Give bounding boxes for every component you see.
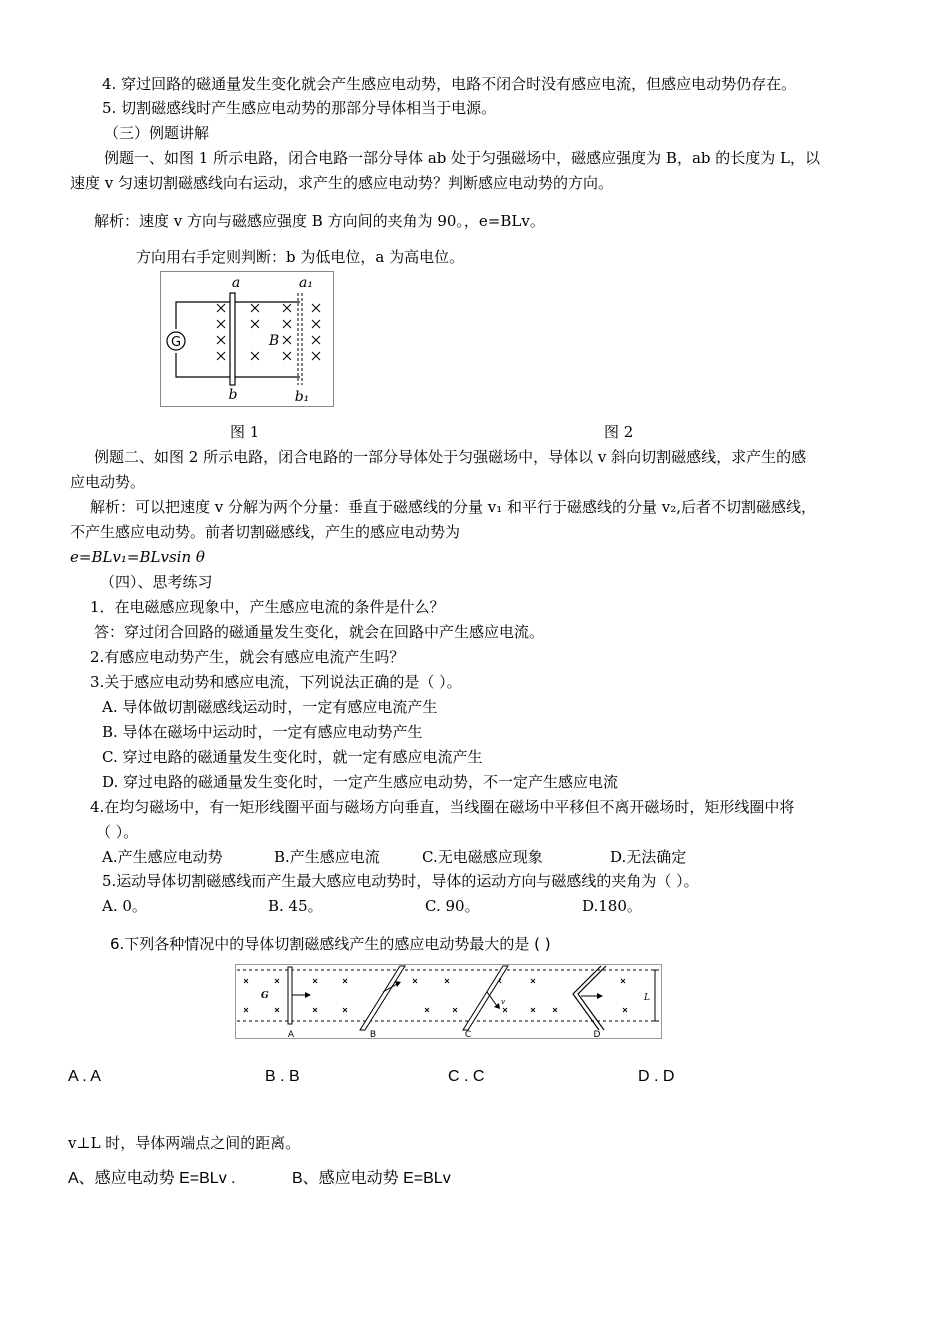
example-2-solution-1: 解析：可以把速度 v 分解为两个分量：垂直于磁感线的分量 v₁ 和平行于磁感线的分量 v₂,后者不切割磁感线，	[90, 498, 817, 516]
question-3-option-d: D. 穿过电路的磁通量发生变化时，一定产生感应电动势，不一定产生感应电流	[102, 773, 619, 791]
figure-1-caption: 图 1	[230, 423, 260, 441]
final-option-b: B、感应电动势 E=BLv	[292, 1170, 451, 1187]
example-1-line-2: 速度 v 匀速切割磁感线向右运动，求产生的感应电动势？判断感应电动势的方向。	[70, 174, 614, 192]
fig6-label-G: G	[261, 991, 269, 1001]
question-5-option-c: C. 90。	[425, 897, 480, 915]
question-5-option-d: D.180。	[582, 897, 642, 915]
fig6-case-b-label: B	[369, 1030, 377, 1040]
question-5-option-b: B. 45。	[268, 897, 323, 915]
example-2-line-2: 应电动势。	[70, 473, 146, 491]
question-6-option-d: D . D	[638, 1068, 675, 1085]
question-6-option-c: C . C	[448, 1068, 485, 1085]
example-1-line-1: 例题一、如图 1 所示电路，闭合电路一部分导体 ab 处于匀强磁场中，磁感应强度为 B，ab 的长度为 L，以	[104, 149, 820, 167]
field-label-b: B	[268, 333, 280, 349]
question-4-blank: （ ）。	[96, 823, 139, 841]
example-1-direction: 方向用右手定则判断：b 为低电位，a 为高电位。	[136, 248, 465, 266]
fig6-label-v: v	[501, 998, 505, 1006]
figure-6-cases	[235, 964, 663, 1041]
question-6-option-b: B . B	[265, 1068, 300, 1085]
question-4-option-c: C.无电磁感应现象	[422, 848, 543, 866]
answer-1: 答：穿过闭合回路的磁通量发生变化，就会在回路中产生感应电流。	[94, 623, 545, 641]
fig6-case-d-label: D	[593, 1030, 601, 1040]
question-4: 4.在均匀磁场中，有一矩形线圈平面与磁场方向垂直，当线圈在磁场中平移但不离开磁场时，矩形线圈中将	[90, 798, 795, 816]
fig6-case-c-label: C	[464, 1030, 472, 1040]
question-5-option-a: A. 0。	[102, 897, 147, 915]
question-3-option-b: B. 导体在磁场中运动时，一定有感应电动势产生	[102, 723, 423, 741]
example-2-formula: e=BLv₁=BLvsin θ	[70, 548, 205, 566]
example-1-solution: 解析：速度 v 方向与磁感应强度 B 方向间的夹角为 90。，e=BLv。	[94, 212, 545, 230]
section-heading-exercises: （四）、思考练习	[100, 573, 213, 591]
fig6-label-L: L	[644, 993, 650, 1003]
section-heading-examples: （三）例题讲解	[104, 124, 210, 142]
figure-1-circuit	[160, 271, 335, 408]
question-2: 2.有感应电动势产生，就会有感应电流产生吗？	[90, 648, 405, 666]
galvanometer-label: G	[170, 335, 182, 350]
question-5: 5.运动导体切割磁感线而产生最大感应电动势时，导体的运动方向与磁感线的夹角为（ ）。	[102, 872, 699, 890]
note-line: v⊥L 时，导体两端点之间的距离。	[68, 1134, 301, 1152]
fig6-case-a-label: A	[287, 1030, 295, 1040]
label-b1: b₁	[294, 389, 310, 405]
question-3-option-c: C. 穿过电路的磁通量发生变化时，就一定有感应电流产生	[102, 748, 483, 766]
example-2-line-1: 例题二、如图 2 所示电路，闭合电路的一部分导体处于匀强磁场中，导体以 v 斜向切割磁感线，求产生的感	[94, 448, 807, 466]
question-4-option-a: A.产生感应电动势	[102, 848, 223, 866]
figure-2-caption: 图 2	[604, 423, 634, 441]
point-5: 5. 切割磁感线时产生感应电动势的那部分导体相当于电源。	[102, 99, 497, 117]
label-a: a	[231, 275, 241, 291]
question-4-option-b: B.产生感应电流	[274, 848, 380, 866]
point-4: 4. 穿过回路的磁通量发生变化就会产生感应电动势，电路不闭合时没有感应电流，但感应电动势仍存在。	[102, 75, 797, 93]
label-a1: a₁	[299, 275, 313, 291]
question-6-option-a: A . A	[68, 1068, 101, 1085]
question-6: 6.下列各种情况中的导体切割磁感线产生的感应电动势最大的是 ( )	[110, 935, 551, 953]
final-option-a: A、感应电动势 E=BLv .	[68, 1170, 236, 1187]
example-2-solution-2: 不产生感应电动势。前者切割磁感线，产生的感应电动势为	[70, 523, 461, 541]
question-1: 1．在电磁感应现象中，产生感应电流的条件是什么？	[90, 598, 445, 616]
question-4-option-d: D.无法确定	[610, 848, 687, 866]
question-3-option-a: A. 导体做切割磁感线运动时，一定有感应电流产生	[102, 698, 438, 716]
question-3: 3.关于感应电动势和感应电流，下列说法正确的是（ ）。	[90, 673, 462, 691]
label-b: b	[228, 387, 238, 403]
